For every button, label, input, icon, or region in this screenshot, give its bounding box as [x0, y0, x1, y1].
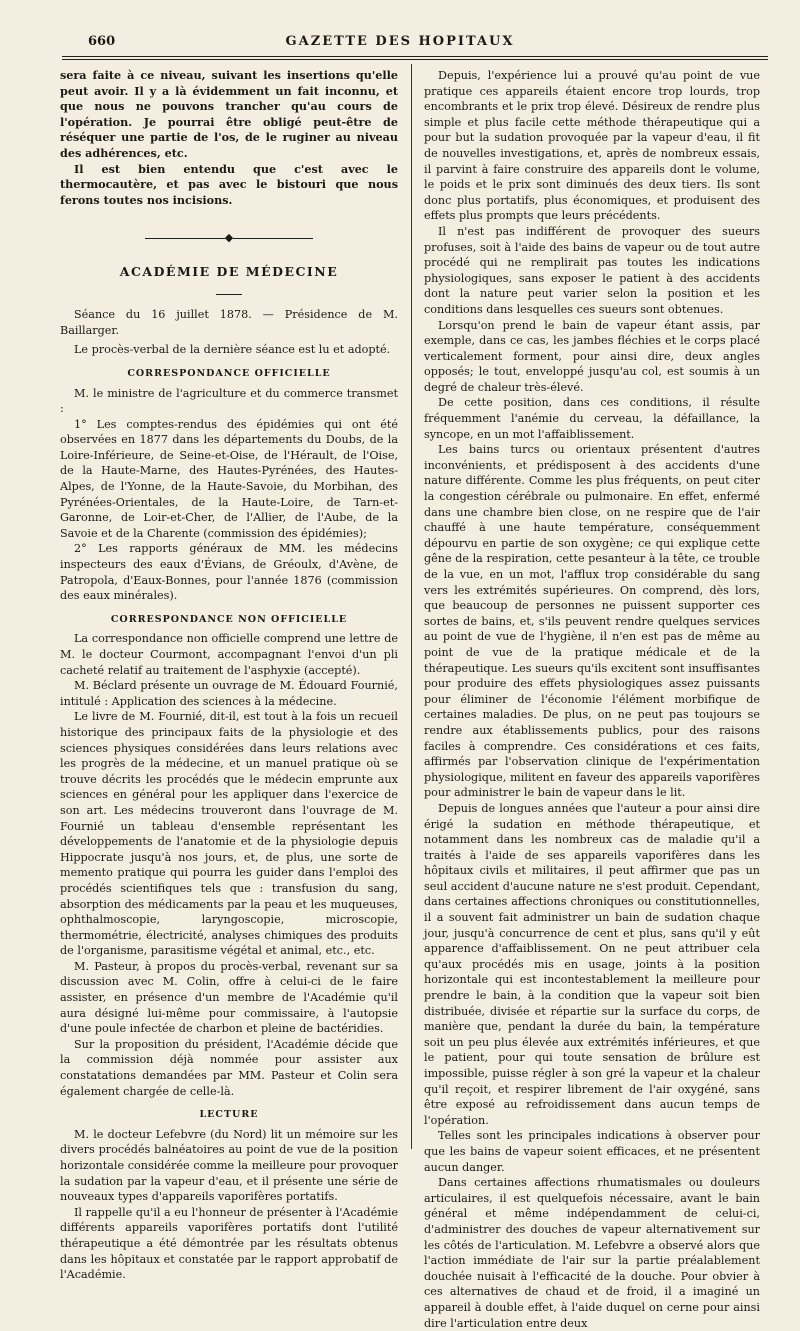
- header-rule-thin: [62, 59, 768, 60]
- paragraph: Depuis de longues années que l'auteur a pour ainsi dire érigé la sudation en méthode thérapeutique, et notamment dans les nombreux cas de maladie qu'il a traités à l'aide de ses appareils vaporifères dans les hôpitaux civils et militaires, il peut affirmer que pas un seul accident d'aucune nature ne s'est produit. Cependant, dans certaines affections chroniques ou constitutionnelles, il a souvent fait administrer un bain de sudation chaque jour, jusqu'à concurrence de cent et plus, sans qu'il y eût apparence d'affaiblissement. On ne peut attribuer cela qu'aux procédés mis en usage, joints à la position horizontale qui est incontestablement la meilleure pour prendre le bain, à la condition que la vapeur soit bien distribuée, divisée et répartie sur la surface du corps, de manière que, pendant la durée du bain, la température soit un peu plus élevée aux extrémités inférieures, et que le patient, pour qui toute sensation de brûlure est impossible, puisse régler à son gré la vapeur et la chaleur qu'il reçoit, et respirer librement de l'air oxygéné, sans être exposé au refroidissement dans aucun temps de l'opération.: [424, 801, 760, 1127]
- paragraph: M. le docteur Lefebvre (du Nord) lit un mémoire sur les divers procédés balnéatoires au point de vue de la position horizontale considérée comme la meilleure pour provoquer la sudation par la vapeur d'eau, et il présente une série de nouveaux types d'appareils vaporifères portatifs.: [60, 1127, 398, 1204]
- intro-paragraph: sera faite à ce niveau, suivant les insertions qu'elle peut avoir. Il y a là évidemment un fait inconnu, et que nous ne pouvons trancher qu'au cours de l'opération. Je pourrai être obligé peut-être de réséquer une partie de l'os, de le ruginer au niveau des adhérences, etc.: [60, 68, 398, 160]
- proces-verbal-line: Le procès-verbal de la dernière séance est lu et adopté.: [74, 343, 391, 357]
- paragraph: De cette position, dans ces conditions, il résulte fréquemment l'anémie du cerveau, la défaillance, la syncope, en un mot l'affaiblissement.: [424, 396, 760, 441]
- intro-paragraph: Il est bien entendu que c'est avec le thermocautère, et pas avec le bistouri que nous ferons toutes nos incisions.: [60, 161, 398, 207]
- paragraph: 2° Les rapports généraux de MM. les médecins inspecteurs des eaux d'Évians, de Gréoulx, d'Avène, de Patropola, d'Eaux-Bonnes, pour l'année 1876 (commission des eaux minérales).: [60, 542, 398, 603]
- left-column: [60, 68, 398, 1283]
- section-title: ACADÉMIE DE MÉDECINE: [119, 263, 339, 279]
- subsection-title: CORRESPONDANCE NON OFFICIELLE: [110, 613, 348, 625]
- paragraph: M. Pasteur, à propos du procès-verbal, revenant sur sa discussion avec M. Colin, offre à celui-ci de le faire assister, en présence d'un membre de l'Académie qu'il aura désigné lui-même pour commissaire, à l'autopsie d'une poule infectée de charbon et pleine de bactéridies.: [60, 959, 398, 1036]
- paragraph: Depuis, l'expérience lui a prouvé qu'au point de vue pratique ces appareils étaient encore trop lourds, trop encombrants et le prix trop élevé. Désireux de rendre plus simple et plus facile cette méthode thérapeutique qui a pour but la sudation provoquée par la vapeur d'eau, il fit de nouvelles investigations, et, après de nombreux essais, il parvint à faire construire des appareils dont le volume, le poids et le prix sont diminués des deux tiers. Ils sont donc plus portatifs, plus économiques, et produisent des effets plus prompts que leurs précédents.: [424, 69, 760, 223]
- running-title: GAZETTE DES HOPITAUX: [285, 34, 515, 49]
- paragraph: M. le ministre de l'agriculture et du commerce transmet :: [60, 386, 398, 416]
- paragraph: Il rappelle qu'il a eu l'honneur de présenter à l'Académie différents appareils vaporifères portatifs dont l'utilité thérapeutique a été démontrée par les résultats obtenus dans les hôpitaux et constatée par le rapport approbatif de l'Académie.: [60, 1205, 398, 1282]
- intro-block: [60, 68, 398, 208]
- paragraph: M. Béclard présente un ouvrage de M. Édouard Fournié, intitulé : Application des sciences à la médecine.: [60, 679, 398, 708]
- header-rule: [62, 56, 768, 57]
- paragraph: Telles sont les principales indications à observer pour que les bains de vapeur soient efficaces, et ne présentent aucun danger.: [424, 1129, 760, 1174]
- paragraph: Lorsqu'on prend le bain de vapeur étant assis, par exemple, dans ce cas, les jambes fléchies et le corps placé verticalement forment, pour ainsi dire, deux angles opposés; le tout, enveloppé jusqu'au col, est soumis à un degré de chaleur très-élevé.: [424, 318, 760, 394]
- page-header: [40, 30, 760, 56]
- paragraph: Dans certaines affections rhumatismales ou douleurs articulaires, il est quelquefois nécessaire, avant le bain général et même indépendamment de celui-ci, d'administrer des douches de vapeur alternativement sur les côtés de l'articulation. M. Lefebvre a observé alors que l'action immédiate de l'air sur la partie préalablement douchée nuisait à l'efficacité de la douche. Pour obvier à ces alternatives de chaud et de froid, il a imaginé un appareil à double effet, à l'aide duquel on cerne pour ainsi dire l'articulation entre deux: [424, 1176, 760, 1330]
- right-column: [424, 68, 760, 1331]
- paragraph: Le livre de M. Fournié, dit-il, est tout à la fois un recueil historique des principaux faits de la physiologie et des sciences physiques considérées dans leurs relations avec les progrès de la médecine, et un manuel pratique où se trouve décrits les procédés que le médecin emprunte aux sciences en général pour les appliquer dans l'exercice de son art. Les médecins trouveront dans l'ouvrage de M. Fournié un tableau d'ensemble représentant les développements de l'anatomie et de la physiologie depuis Hippocrate jusqu'à nos jours, et, de plus, une sorte de memento pratique qui pourra les guider dans l'emploi des procédés scientifiques tels que : transfusion du sang, absorption des médicaments par la peau et les muqueuses, ophthalmoscopie, laryngoscopie, microscopie, thermométrie, électricité, analyses chimiques des produits de l'organisme, parasitisme végétal et animal, etc., etc.: [60, 710, 398, 958]
- title-dash: [60, 284, 398, 300]
- column-divider: [411, 64, 412, 1149]
- paragraph: Les bains turcs ou orientaux présentent d'autres inconvénients, et prédisposent à des accidents d'une nature différente. Comme les plus fréquents, on peut citer la congestion cérébrale ou pulmonaire. En effet, enfermé dans une chambre bien close, on ne respire que de l'air chauffé à une haute température, conséquemment dépourvu en partie de son oxygène; ce qui explique cette gêne de la respiration, cette pesanteur à la tête, ce trouble de la vue, en un mot, l'afflux trop considérable du sang vers les extrémités supérieures. On comprend, dès lors, que beaucoup de personnes ne puissent supporter ces sortes de bains, et, s'ils peuvent rendre quelques services au point de vue de l'hygiène, il n'en est pas de même au point de vue de la pratique médicale et de la thérapeutique. Les sueurs qu'ils excitent sont insuffisantes pour produire des effets physiologiques assez puissants pour éliminer de l'économie l'élément morbifique de certaines maladies. De plus, on ne peut pas toujours se rendre aux établissements publics, pour des raisons faciles à comprendre. Ces considérations et ces faits, affirmés par l'observation clinique de l'expérimentation physiologique, militent en faveur des appareils vaporifères pour administrer le bain de vapeur dans le lit.: [424, 443, 760, 800]
- section-separator: ◆: [60, 230, 398, 246]
- paragraph: 1° Les comptes-rendus des épidémies qui ont été observées en 1877 dans les départements du Doubs, de la Loire-Inférieure, de Seine-et-Oise, de l'Hérault, de l'Oise, de la Haute-Marne, des Hautes-Pyrénées, des Hautes-Alpes, de l'Yonne, de la Haute-Savoie, du Morbihan, des Pyrénées-Orientales, de la Haute-Loire, de Tarn-et-Garonne, de Loir-et-Cher, de l'Allier, de l'Aube, de la Savoie et de la Charente (commission des épidémies);: [60, 417, 398, 540]
- paragraph: Il n'est pas indifférent de provoquer des sueurs profuses, soit à l'aide des bains de vapeur ou de tout autre procédé qui ne remplirait pas toutes les indications physiologiques, sans exposer le patient à des accidents dont la nature peut varier selon la position et les conditions dans lesquelles ces sueurs sont obtenues.: [424, 224, 760, 316]
- seance-line: Séance du 16 juillet 1878. — Présidence de M. Baillarger.: [60, 308, 398, 337]
- page-number: 660: [88, 34, 116, 49]
- subsection-title: LECTURE: [199, 1109, 259, 1121]
- paragraph: La correspondance non officielle comprend une lettre de M. le docteur Courmont, accompagnant l'envoi d'un pli cacheté relatif au traitement de l'asphyxie (accepté).: [60, 632, 398, 677]
- paragraph: Sur la proposition du président, l'Académie décide que la commission déjà nommée pour assister aux constatations demandées par MM. Pasteur et Colin sera également chargée de celle-là.: [60, 1037, 398, 1098]
- subsection-title: CORRESPONDANCE OFFICIELLE: [127, 367, 331, 379]
